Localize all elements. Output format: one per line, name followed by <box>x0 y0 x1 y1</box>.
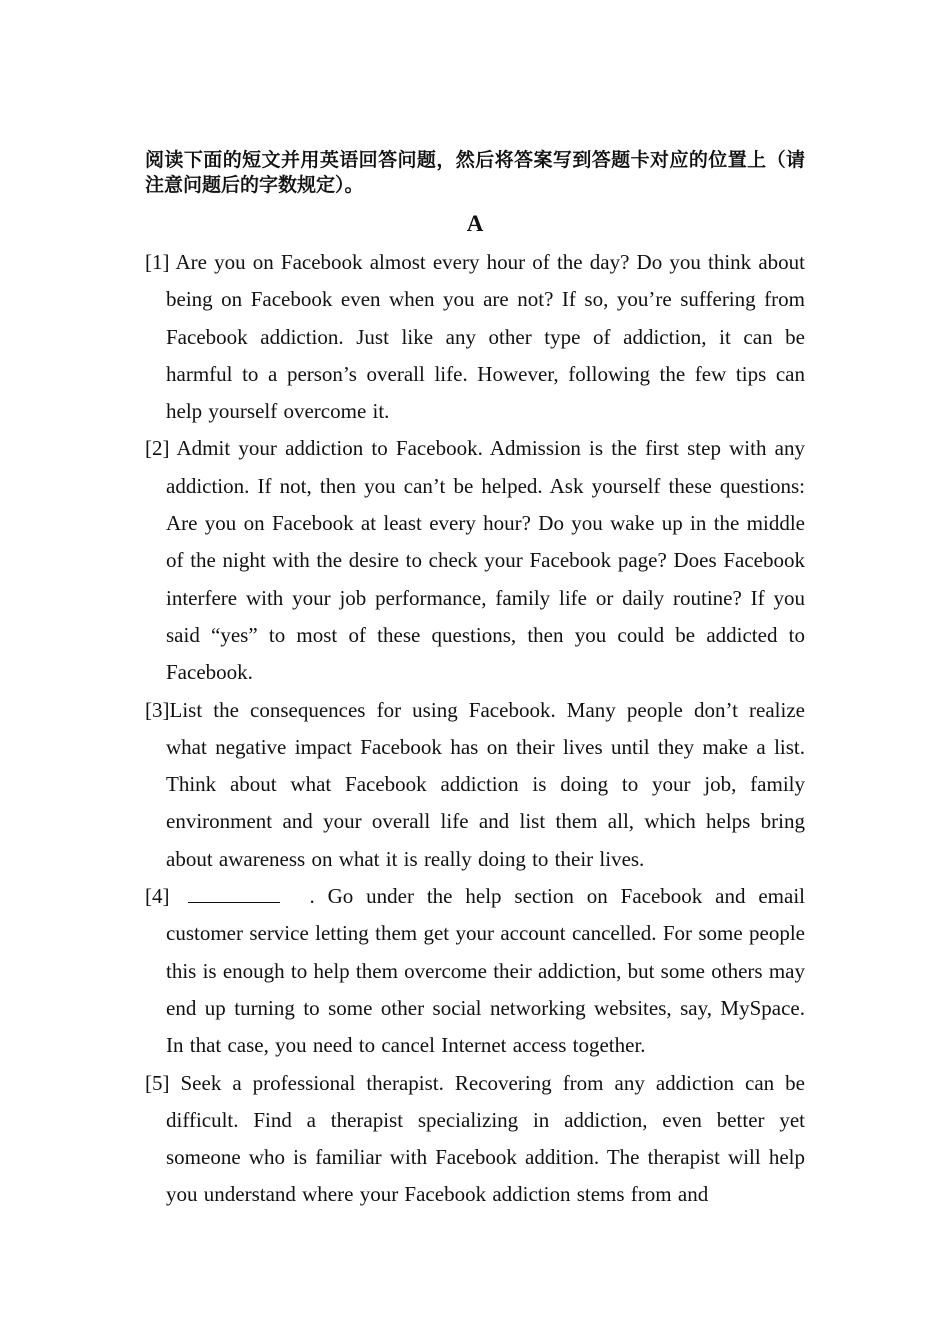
paragraph-4 <box>145 878 805 1064</box>
paragraph-4-text: . Go under the help section on Facebook and email customer service letting them get your account cancelled. For some people this is enough to help them overcome their addiction, but some others may end up turning to some other social networking websites, say, MySpace. In that case, you need to cancel Internet access together. <box>166 884 805 1058</box>
paragraph-4-label: [4] <box>145 884 170 909</box>
paragraph-1: [1] Are you on Facebook almost every hour of the day? Do you think about being on Facebook even when you are not? If so, you’re suffering from Facebook addiction. Just like any other type of addiction, it can be harmful to a person’s overall life. However, following the few tips can help yourself overcome it. <box>145 250 805 424</box>
document-page <box>145 148 805 1214</box>
paragraph-5: [5] Seek a professional therapist. Recovering from any addiction can be difficult. Find a therapist specializing in addiction, even better yet someone who is familiar with Facebook addition. The therapist will help you understand where your Facebook addiction stems from and <box>145 1070 805 1207</box>
instruction-text: 阅读下面的短文并用英语回答问题，然后将答案写到答题卡对应的位置上（请注意问题后的字数规定）。 <box>145 149 805 196</box>
paragraph-3: [3]List the consequences for using Facebook. Many people don’t realize what negative impact Facebook has on their lives until they make a list. Think about what Facebook addiction is doing to your job, family environment and your overall life and list them all, which helps bring about awareness on what it is really doing to their lives. <box>145 697 805 871</box>
paragraph-2: [2] Admit your addiction to Facebook. Admission is the first step with any addiction. If not, then you can’t be helped. Ask yourself these questions: Are you on Facebook at least every hour? Do you wake up in the middle of the night with the desire to check your Facebook page? Does Facebook interfere with your job performance, family life or daily routine? If you said “yes” to most of these questions, then you could be addicted to Facebook. <box>145 436 805 685</box>
section-title: A <box>466 211 484 236</box>
answer-blank <box>188 886 280 903</box>
